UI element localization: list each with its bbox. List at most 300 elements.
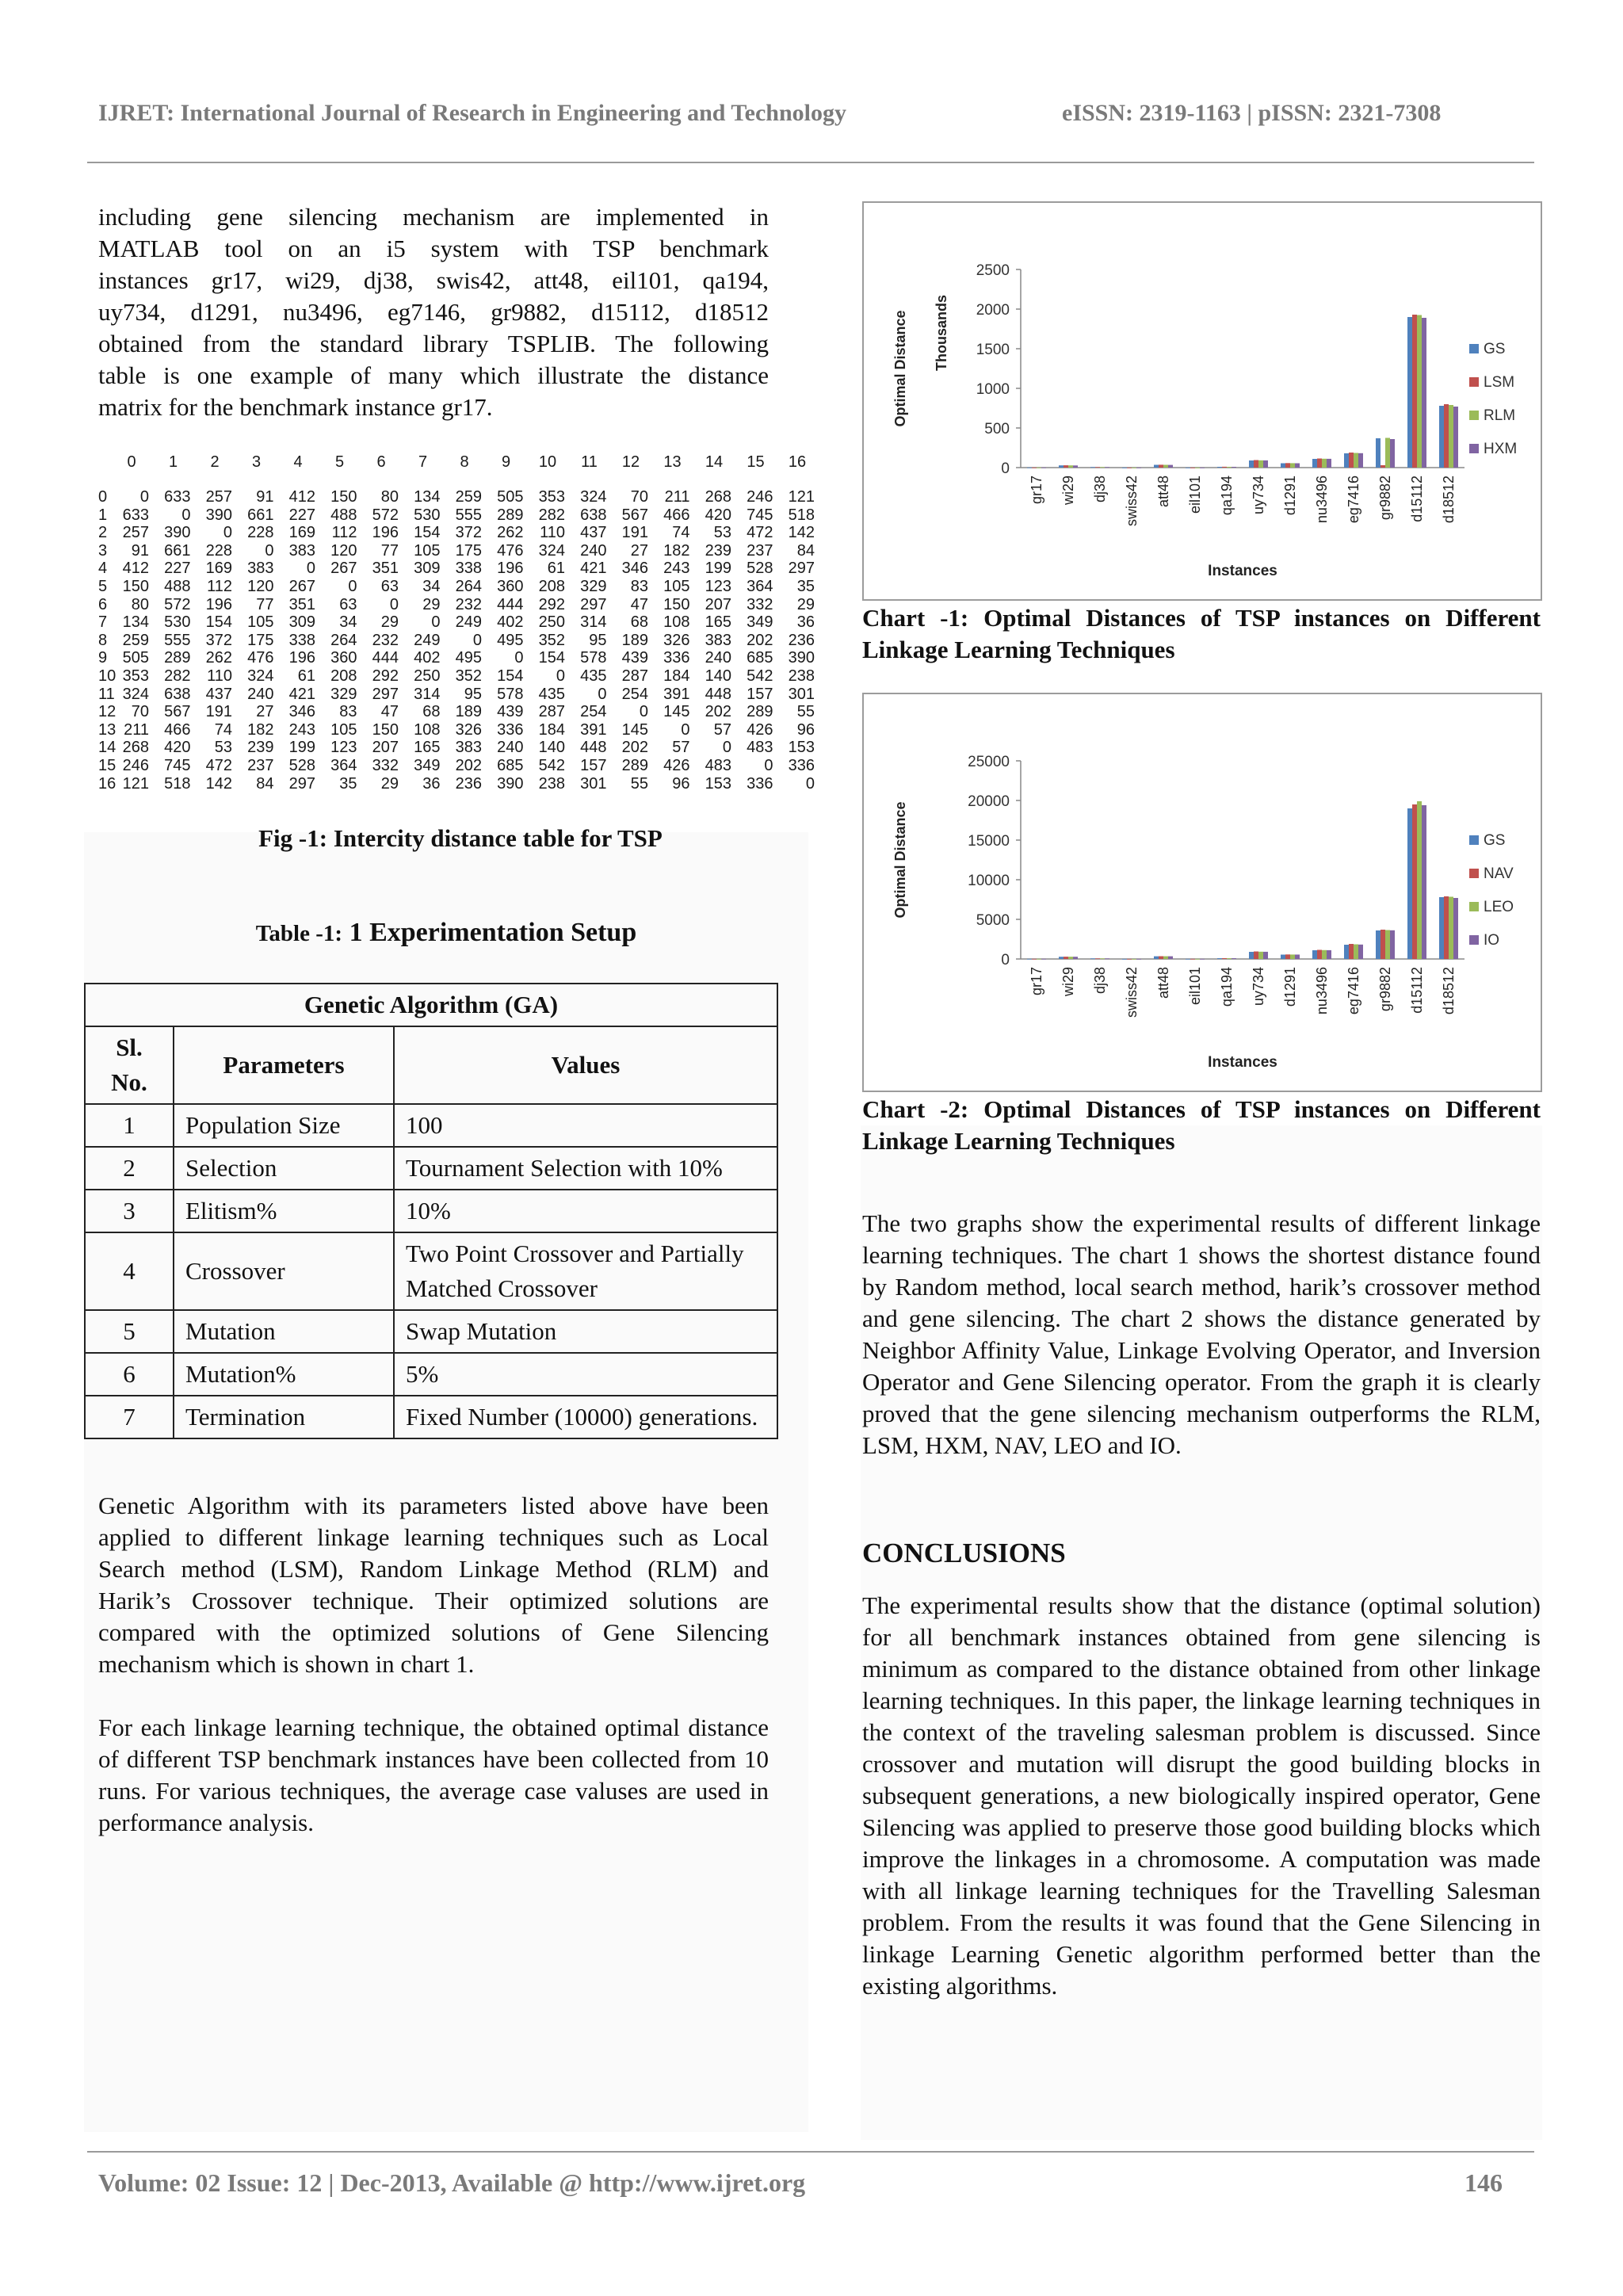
matrix-cell: 267	[288, 577, 315, 595]
bar-lsm	[1317, 459, 1322, 468]
matrix-cell: 372	[455, 524, 482, 542]
matrix-cell: 232	[372, 631, 399, 649]
row-number: 6	[85, 1353, 174, 1396]
matrix-cell: 338	[288, 631, 315, 649]
matrix-cell: 0	[556, 667, 565, 685]
matrix-cell: 189	[455, 703, 482, 721]
bar-gs	[1407, 317, 1412, 468]
matrix-row-label: 12	[98, 703, 116, 721]
bar-rlm	[1290, 463, 1295, 468]
matrix-cell: 68	[422, 703, 441, 721]
matrix-cell: 324	[580, 488, 607, 506]
matrix-cell: 254	[621, 685, 648, 703]
x-tick-label: d15112	[1409, 476, 1425, 522]
matrix-cell: 412	[288, 488, 315, 506]
matrix-cell: 329	[580, 577, 607, 595]
footer-volume-info: Volume: 02 Issue: 12 | Dec-2013, Available @ http://www.ijret.org	[98, 2168, 806, 2197]
matrix-cell: 165	[705, 613, 731, 632]
matrix-cell: 0	[764, 756, 773, 774]
matrix-row	[98, 578, 823, 596]
experimentation-setup-table	[84, 983, 778, 1439]
table-title-row	[85, 984, 777, 1026]
legend-swatch-lsm	[1469, 377, 1479, 387]
matrix-cell: 121	[788, 488, 815, 506]
matrix-cell: 383	[455, 739, 482, 757]
matrix-cell: 112	[207, 577, 232, 595]
matrix-row-label: 16	[98, 774, 116, 793]
bar-gs	[1376, 438, 1381, 468]
chart-1-svg	[864, 203, 1541, 599]
matrix-cell: 157	[580, 756, 607, 774]
matrix-cell: 257	[205, 488, 232, 506]
matrix-cell: 0	[181, 506, 191, 524]
bar-leo	[1290, 954, 1295, 959]
footer-divider	[87, 2151, 1534, 2153]
matrix-cell: 96	[796, 720, 815, 739]
matrix-cell: 402	[497, 613, 524, 632]
matrix-row	[98, 560, 823, 578]
matrix-cell: 55	[796, 703, 815, 721]
bar-gs	[1281, 955, 1285, 960]
matrix-header-cell: 10	[538, 453, 557, 471]
bar-hxm	[1232, 467, 1236, 468]
matrix-cell: 169	[288, 524, 315, 542]
matrix-cell: 34	[339, 613, 357, 632]
legend-swatch-gs	[1469, 344, 1479, 353]
table-caption-text: 1 Experimentation Setup	[342, 918, 637, 947]
matrix-cell: 80	[380, 488, 399, 506]
matrix-cell: 332	[372, 756, 399, 774]
matrix-cell: 292	[372, 667, 399, 685]
matrix-row-label: 5	[98, 577, 108, 595]
matrix-cell: 262	[205, 649, 232, 667]
matrix-cell: 383	[705, 631, 731, 649]
matrix-cell: 53	[713, 524, 731, 542]
matrix-cell: 483	[747, 739, 773, 757]
matrix-cell: 444	[497, 595, 524, 613]
matrix-cell: 402	[414, 649, 441, 667]
x-tick-label: d1291	[1282, 476, 1298, 516]
matrix-cell: 207	[372, 739, 399, 757]
x-tick-label: d15112	[1409, 967, 1425, 1014]
conclusions-heading: CONCLUSIONS	[862, 1538, 1066, 1568]
matrix-cell: 91	[131, 541, 149, 560]
matrix-cell: 472	[747, 524, 773, 542]
matrix-cell: 27	[256, 703, 274, 721]
matrix-cell: 488	[164, 577, 191, 595]
matrix-cell: 196	[497, 560, 524, 578]
matrix-cell: 390	[788, 649, 815, 667]
matrix-cell: 572	[164, 595, 191, 613]
matrix-cell: 495	[497, 631, 524, 649]
x-tick-label: att48	[1155, 967, 1171, 999]
chart-2	[862, 693, 1542, 1092]
matrix-cell: 289	[164, 649, 191, 667]
matrix-cell: 383	[288, 541, 315, 560]
matrix-cell: 74	[672, 524, 690, 542]
matrix-cell: 390	[205, 506, 232, 524]
bar-lsm	[1159, 464, 1163, 468]
matrix-cell: 435	[580, 667, 607, 685]
matrix-header-row	[98, 453, 823, 488]
bar-lsm	[1254, 460, 1258, 468]
bar-gs	[1217, 467, 1222, 468]
bar-nav	[1222, 958, 1227, 959]
matrix-cell: 80	[131, 595, 149, 613]
row-value: Tournament Selection with 10%	[394, 1147, 777, 1190]
row-parameter: Mutation	[174, 1310, 394, 1353]
bar-hxm	[1358, 453, 1363, 468]
x-tick-label: dj38	[1092, 476, 1108, 503]
bar-leo	[1258, 952, 1263, 959]
matrix-cell: 123	[330, 739, 357, 757]
matrix-cell: 483	[705, 756, 731, 774]
intro-line: matrix for the benchmark instance gr17.	[98, 393, 493, 421]
x-tick-label: dj38	[1092, 967, 1108, 995]
matrix-row	[98, 667, 823, 686]
x-tick-label: gr9882	[1377, 476, 1393, 521]
bar-leo	[1385, 930, 1390, 960]
matrix-cell: 237	[247, 756, 274, 774]
matrix-cell: 257	[122, 524, 149, 542]
matrix-row-label: 14	[98, 739, 116, 757]
bar-rlm	[1163, 465, 1168, 468]
matrix-cell: 153	[705, 774, 731, 793]
bar-nav	[1317, 950, 1322, 960]
matrix-cell: 505	[497, 488, 524, 506]
matrix-cell: 390	[164, 524, 191, 542]
matrix-header-cell: 1	[168, 453, 178, 471]
intro-line: uy734, d1291, nu3496, eg7146, gr9882, d15112, d18512	[98, 298, 769, 326]
matrix-cell: 110	[540, 524, 565, 542]
matrix-cell: 246	[122, 756, 149, 774]
matrix-cell: 196	[288, 649, 315, 667]
matrix-cell: 84	[796, 541, 815, 560]
matrix-cell: 108	[663, 613, 690, 632]
matrix-row	[98, 757, 823, 775]
bar-gs	[1344, 945, 1349, 959]
matrix-row	[98, 524, 823, 542]
matrix-row	[98, 703, 823, 721]
matrix-cell: 329	[330, 685, 357, 703]
bar-gs	[1059, 465, 1064, 468]
matrix-header-cell: 16	[788, 453, 807, 471]
bar-leo	[1354, 945, 1358, 960]
matrix-cell: 0	[265, 541, 274, 560]
matrix-cell: 196	[372, 524, 399, 542]
matrix-cell: 633	[164, 488, 191, 506]
matrix-cell: 238	[538, 774, 565, 793]
matrix-cell: 240	[247, 685, 274, 703]
row-value: 10%	[394, 1190, 777, 1232]
matrix-cell: 297	[788, 560, 815, 578]
matrix-cell: 0	[722, 739, 731, 757]
matrix-cell: 437	[205, 685, 232, 703]
x-tick-label: qa194	[1219, 967, 1235, 1007]
matrix-row	[98, 686, 823, 704]
y-tick-label: 25000	[968, 754, 1010, 770]
row-parameter: Mutation%	[174, 1353, 394, 1396]
matrix-cell: 47	[630, 595, 648, 613]
bar-lsm	[1222, 467, 1227, 468]
journal-title: IJRET: International Journal of Research in Engineering and Technology	[98, 100, 847, 126]
matrix-cell: 349	[747, 613, 773, 632]
matrix-cell: 184	[663, 667, 690, 685]
matrix-cell: 0	[139, 488, 149, 506]
matrix-cell: 360	[497, 577, 524, 595]
bar-leo	[1449, 897, 1453, 960]
y-tick-label: 20000	[968, 793, 1010, 810]
matrix-cell: 35	[339, 774, 357, 793]
matrix-cell: 282	[538, 506, 565, 524]
table-row	[85, 1232, 777, 1310]
matrix-cell: 264	[330, 631, 357, 649]
matrix-header-cell: 2	[210, 453, 220, 471]
matrix-cell: 518	[164, 774, 191, 793]
matrix-cell: 448	[580, 739, 607, 757]
legend-label-hxm: HXM	[1484, 441, 1518, 457]
matrix-cell: 142	[205, 774, 232, 793]
matrix-cell: 267	[330, 560, 357, 578]
matrix-cell: 227	[164, 560, 191, 578]
bar-rlm	[1449, 405, 1453, 468]
bar-io	[1105, 958, 1109, 959]
matrix-cell: 420	[705, 506, 731, 524]
bar-lsm	[1095, 467, 1100, 468]
x-tick-label: eg7416	[1346, 967, 1361, 1015]
matrix-cell: 426	[747, 720, 773, 739]
matrix-row	[98, 649, 823, 667]
matrix-cell: 578	[580, 649, 607, 667]
matrix-cell: 383	[247, 560, 274, 578]
matrix-cell: 448	[705, 685, 731, 703]
legend-label-gs: GS	[1484, 832, 1506, 849]
matrix-cell: 421	[580, 560, 607, 578]
bar-nav	[1095, 958, 1100, 959]
intro-line: MATLAB tool on an i5 system with TSP benchmark	[98, 235, 769, 262]
y-axis-title: Optimal Distance	[892, 801, 908, 919]
matrix-header-cell: 14	[705, 453, 724, 471]
matrix-row	[98, 506, 823, 525]
bar-nav	[1159, 957, 1163, 960]
body-paragraph	[98, 1712, 769, 1839]
table-header-row	[85, 1026, 777, 1104]
matrix-cell: 36	[796, 613, 815, 632]
bar-nav	[1444, 896, 1449, 959]
matrix-cell: 420	[164, 739, 191, 757]
bar-hxm	[1073, 465, 1078, 468]
matrix-cell: 326	[455, 720, 482, 739]
matrix-cell: 466	[164, 720, 191, 739]
y-tick-label: 15000	[968, 833, 1010, 850]
matrix-cell: 439	[497, 703, 524, 721]
matrix-cell: 74	[214, 720, 232, 739]
matrix-row-label: 15	[98, 756, 116, 774]
bar-gs	[1376, 930, 1381, 959]
matrix-cell: 145	[621, 720, 648, 739]
matrix-cell: 0	[472, 631, 482, 649]
matrix-row-label: 13	[98, 720, 116, 739]
table-row	[85, 1190, 777, 1232]
bar-leo	[1037, 959, 1041, 960]
row-parameter: Crossover	[174, 1232, 394, 1310]
matrix-cell: 36	[422, 774, 441, 793]
matrix-cell: 466	[663, 506, 690, 524]
legend-swatch-leo	[1469, 902, 1479, 911]
bar-io	[1041, 959, 1046, 960]
table-title: Genetic Algorithm (GA)	[85, 984, 777, 1026]
matrix-cell: 196	[205, 595, 232, 613]
matrix-cell: 157	[747, 685, 773, 703]
matrix-cell: 27	[630, 541, 648, 560]
intro-line: including gene silencing mechanism are implemented in	[98, 203, 769, 231]
matrix-row-label: 11	[98, 685, 115, 703]
bar-gs	[1407, 808, 1412, 959]
matrix-header-cell: 6	[376, 453, 386, 471]
matrix-cell: 70	[630, 488, 648, 506]
matrix-cell: 332	[747, 595, 773, 613]
legend-label-leo: LEO	[1484, 899, 1514, 915]
matrix-cell: 426	[663, 756, 690, 774]
matrix-cell: 297	[580, 595, 607, 613]
matrix-cell: 528	[288, 756, 315, 774]
matrix-cell: 29	[796, 595, 815, 613]
bar-gs	[1090, 958, 1095, 959]
matrix-cell: 685	[747, 649, 773, 667]
matrix-cell: 289	[621, 756, 648, 774]
matrix-cell: 243	[663, 560, 690, 578]
matrix-cell: 351	[372, 560, 399, 578]
matrix-cell: 364	[747, 577, 773, 595]
matrix-cell: 254	[580, 703, 607, 721]
matrix-cell: 83	[630, 577, 648, 595]
matrix-cell: 439	[621, 649, 648, 667]
matrix-row	[98, 775, 823, 793]
table-row	[85, 1104, 777, 1147]
bar-gs	[1439, 897, 1444, 959]
x-tick-label: wi29	[1060, 967, 1076, 997]
matrix-cell: 191	[621, 524, 648, 542]
matrix-cell: 268	[705, 488, 731, 506]
bar-leo	[1068, 957, 1073, 959]
matrix-header-cell: 0	[127, 453, 136, 471]
bar-gs	[1027, 959, 1032, 960]
matrix-cell: 282	[164, 667, 191, 685]
matrix-header-cell: 9	[501, 453, 511, 471]
bar-gs	[1186, 959, 1190, 960]
bar-gs	[1312, 950, 1317, 959]
matrix-cell: 268	[122, 739, 149, 757]
matrix-cell: 745	[747, 506, 773, 524]
matrix-cell: 505	[122, 649, 149, 667]
matrix-cell: 105	[247, 613, 274, 632]
chart-2-caption: Chart -2: Optimal Distances of TSP instances on Different Linkage Learning Techniques	[862, 1095, 1541, 1155]
row-value: Fixed Number (10000) generations.	[394, 1396, 777, 1438]
matrix-cell: 202	[747, 631, 773, 649]
bar-gs	[1249, 952, 1254, 959]
matrix-cell: 287	[621, 667, 648, 685]
matrix-cell: 208	[538, 577, 565, 595]
matrix-cell: 297	[372, 685, 399, 703]
legend-label-gs: GS	[1484, 341, 1506, 357]
matrix-cell: 154	[497, 667, 524, 685]
matrix-header-cell: 7	[418, 453, 428, 471]
bar-rlm	[1322, 459, 1327, 468]
row-number: 5	[85, 1310, 174, 1353]
bar-rlm	[1100, 467, 1105, 468]
matrix-cell: 259	[122, 631, 149, 649]
bar-gs	[1090, 467, 1095, 468]
y-tick-label: 0	[1001, 460, 1010, 477]
matrix-cell: 53	[214, 739, 232, 757]
matrix-header-cell: 15	[747, 453, 765, 471]
matrix-cell: 121	[122, 774, 149, 793]
bar-nav	[1190, 959, 1195, 960]
table-row	[85, 1147, 777, 1190]
bar-io	[1232, 958, 1236, 959]
row-value: Swap Mutation	[394, 1310, 777, 1353]
bar-gs	[1344, 453, 1349, 468]
matrix-cell: 352	[455, 667, 482, 685]
intro-paragraph	[98, 201, 769, 423]
matrix-cell: 360	[330, 649, 357, 667]
paragraph-text: The experimental results show that the distance (optimal solution) for all benchmark instances obtained from gene silencing is minimum as compared to the distance obtained from other linkage learning techniques. In this paper, the linkage learning techniques in the context of the traveling salesman problem is discussed. Since crossover and mutation will disrupt the good building blocks in subsequent generations, a new biologically inspired operator, Gene Silencing was applied to preserve those good building blocks which improve the linkages in a chromosome. A computation was made with all linkage learning techniques for the Travelling Salesman problem. From the results it was found that the Gene Silencing in linkage Learning Genetic algorithm performed better than the existing algorithms.	[862, 1591, 1541, 2000]
matrix-cell: 349	[414, 756, 441, 774]
matrix-cell: 83	[339, 703, 357, 721]
x-axis-title: Instances	[1208, 1054, 1277, 1071]
bar-lsm	[1285, 463, 1290, 468]
row-number: 7	[85, 1396, 174, 1438]
bar-leo	[1132, 959, 1136, 960]
table-row	[85, 1396, 777, 1438]
matrix-row-label: 2	[98, 524, 108, 542]
matrix-cell: 555	[164, 631, 191, 649]
matrix-cell: 326	[663, 631, 690, 649]
y-tick-label: 10000	[968, 873, 1010, 889]
matrix-cell: 120	[247, 577, 274, 595]
matrix-cell: 264	[455, 577, 482, 595]
matrix-cell: 346	[288, 703, 315, 721]
x-tick-label: gr9882	[1377, 967, 1393, 1012]
intro-line: instances gr17, wi29, dj38, swis42, att48, eil101, qa194,	[98, 266, 769, 294]
legend-label-io: IO	[1484, 932, 1500, 949]
bar-io	[1168, 957, 1173, 959]
x-tick-label: d1291	[1282, 967, 1298, 1007]
matrix-cell: 182	[663, 541, 690, 560]
matrix-row-label: 10	[98, 667, 116, 685]
matrix-cell: 108	[414, 720, 441, 739]
row-number: 2	[85, 1147, 174, 1190]
matrix-cell: 633	[122, 506, 149, 524]
matrix-cell: 246	[747, 488, 773, 506]
matrix-cell: 232	[455, 595, 482, 613]
y-tick-label: 500	[984, 421, 1010, 437]
table-caption-prefix: Table -1:	[255, 921, 343, 946]
matrix-cell: 150	[663, 595, 690, 613]
matrix-cell: 199	[705, 560, 731, 578]
matrix-cell: 84	[256, 774, 274, 793]
matrix-cell: 105	[330, 720, 357, 739]
bar-gs	[1281, 464, 1285, 468]
x-tick-label: uy734	[1251, 476, 1266, 515]
matrix-row-label: 1	[98, 506, 108, 524]
matrix-cell: 57	[713, 720, 731, 739]
matrix-cell: 154	[538, 649, 565, 667]
y-tick-label: 1500	[976, 342, 1010, 358]
matrix-cell: 240	[705, 649, 731, 667]
bar-gs	[1217, 958, 1222, 959]
matrix-cell: 476	[497, 541, 524, 560]
